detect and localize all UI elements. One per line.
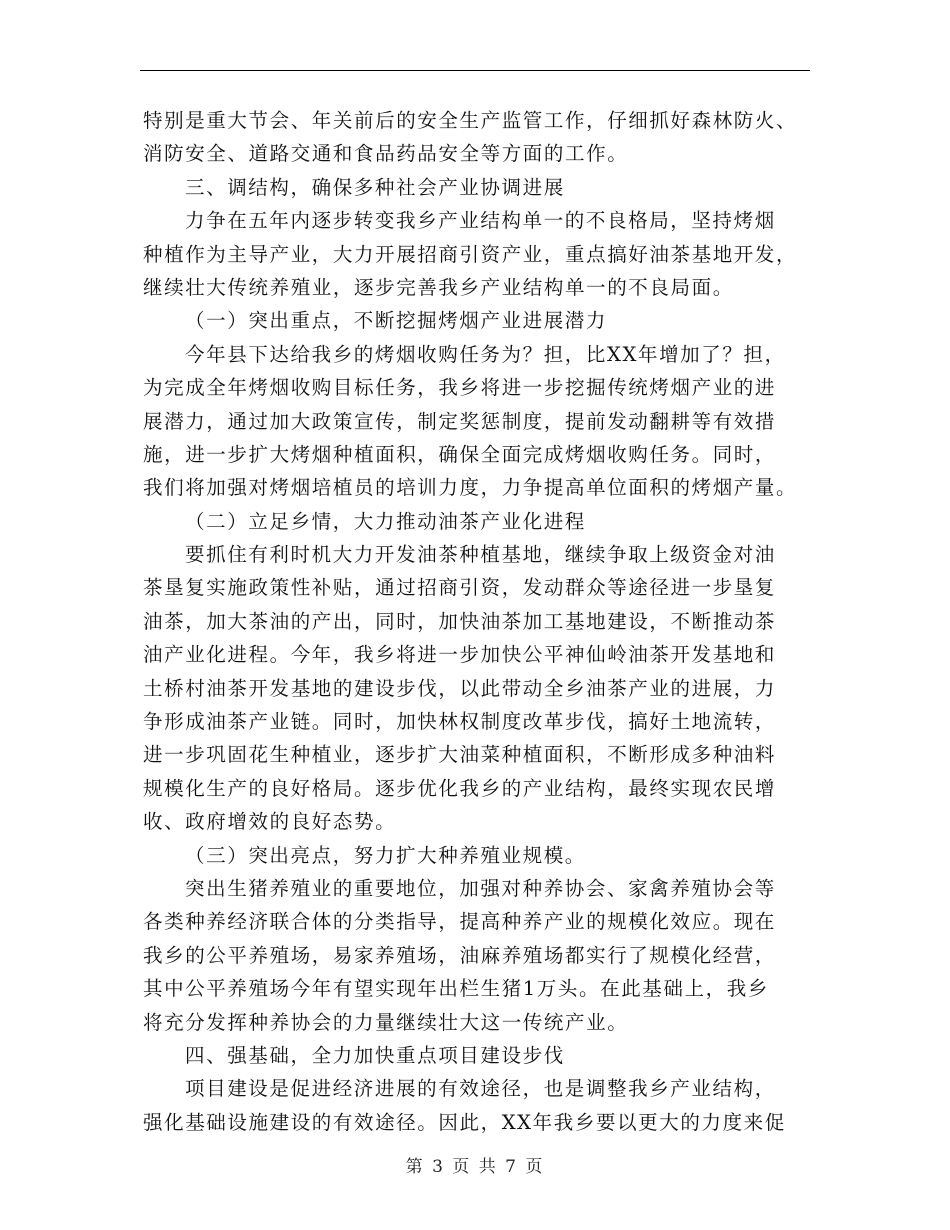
page-number-footer: 第 3 页 共 7 页	[405, 1157, 545, 1177]
text-line: 力争在五年内逐步转变我乡产业结构单一的不良格局，坚持烤烟	[185, 209, 776, 233]
text-line: 将充分发挥种养协会的力量继续壮大这一传统产业。	[143, 1010, 629, 1034]
text-line: 其中公平养殖场今年有望实现年出栏生猪1万头。在此基础上，我乡	[143, 977, 769, 1001]
subsection-heading: （一）突出重点，不断挖掘烤烟产业进展潜力	[185, 309, 608, 333]
text-line: 油产业化进程。今年，我乡将进一步加快公平神仙岭油茶开发基地和	[143, 643, 777, 667]
text-line: 我乡的公平养殖场，易家养殖场，油麻养殖场都实行了规模化经营，	[143, 943, 777, 967]
text-line: 种植作为主导产业，大力开展招商引资产业，重点搞好油茶基地开发，	[143, 242, 798, 266]
text-line: 进一步巩固花生种植业，逐步扩大油菜种植面积，不断形成多种油料	[143, 743, 777, 767]
text-line: 突出生猪养殖业的重要地位，加强对种养协会、家禽养殖协会等	[185, 876, 776, 900]
text-line: 为完成全年烤烟收购目标任务，我乡将进一步挖掘传统烤烟产业的进	[143, 376, 777, 400]
text-line: 要抓住有利时机大力开发油茶种植基地，继续争取上级资金对油	[185, 543, 776, 567]
document-body	[143, 104, 813, 1139]
text-line: 展潜力，通过加大政策宣传，制定奖惩制度，提前发动翻耕等有效措	[143, 409, 777, 433]
text-line: 继续壮大传统养殖业，逐步完善我乡产业结构单一的不良局面。	[143, 275, 734, 299]
text-line: 我们将加强对烤烟培植员的培训力度，力争提高单位面积的烤烟产量。	[143, 476, 798, 500]
text-line: 土桥村油茶开发基地的建设步伐，以此带动全乡油茶产业的进展，力	[143, 676, 777, 700]
text-line: 争形成油茶产业链。同时，加快林权制度改革步伐，搞好土地流转，	[143, 710, 777, 734]
text-line: 茶垦复实施政策性补贴，通过招商引资，发动群众等途径进一步垦复	[143, 576, 777, 600]
text-line: 今年县下达给我乡的烤烟收购任务为？担，比XX年增加了？担，	[185, 342, 786, 366]
text-line: 规模化生产的良好格局。逐步优化我乡的产业结构，最终实现农民增	[143, 776, 777, 800]
section-heading: 四、强基础，全力加快重点项目建设步伐	[185, 1043, 565, 1067]
text-line: 各类种养经济联合体的分类指导，提高种养产业的规模化效应。现在	[143, 910, 777, 934]
text-line: 收、政府增效的良好态势。	[143, 810, 397, 834]
subsection-heading: （三）突出亮点，努力扩大种养殖业规模。	[185, 843, 586, 867]
section-heading: 三、调结构，确保多种社会产业协调进展	[185, 175, 565, 199]
subsection-heading: （二）立足乡情，大力推动油茶产业化进程	[185, 509, 586, 533]
text-line: 强化基础设施建设的有效途径。因此，XX年我乡要以更大的力度来促	[143, 1110, 786, 1134]
text-line: 消防安全、道路交通和食品药品安全等方面的工作。	[143, 142, 629, 166]
text-line: 项目建设是促进经济进展的有效途径，也是调整我乡产业结构，	[185, 1077, 776, 1101]
header-rule	[140, 70, 810, 71]
text-line: 油茶，加大茶油的产出，同时，加快油茶加工基地建设，不断推动茶	[143, 609, 777, 633]
text-line: 特别是重大节会、年关前后的安全生产监管工作，仔细抓好森林防火、	[143, 109, 798, 132]
text-line: 施，进一步扩大烤烟种植面积，确保全面完成烤烟收购任务。同时，	[143, 442, 777, 466]
